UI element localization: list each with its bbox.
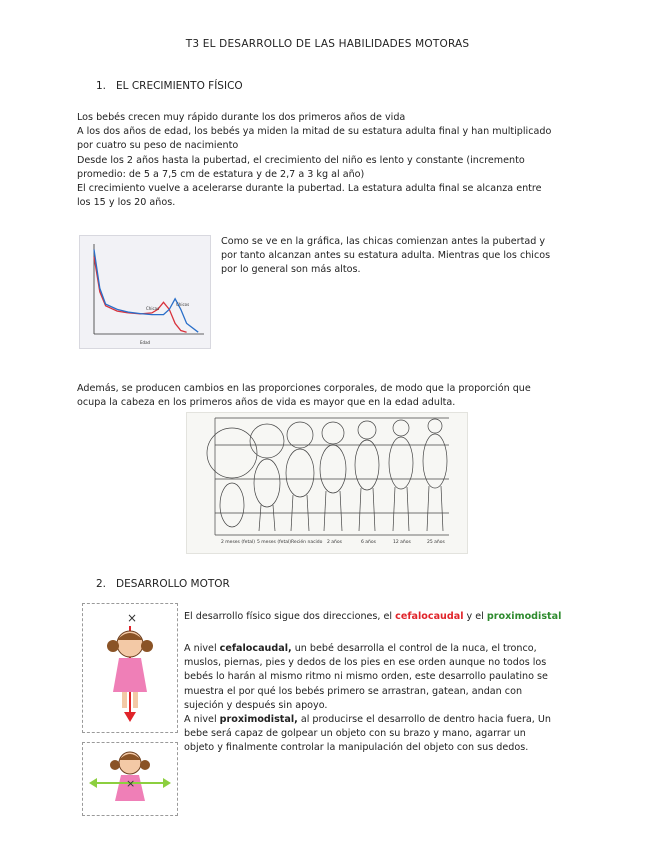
term-cefalocaudal: cefalocaudal	[395, 611, 464, 622]
figure-25y	[423, 419, 447, 531]
text-line: A nivel cefalocaudal, un bebé desarrolla el control de la nuca, el tronco,	[184, 643, 537, 654]
annotation-girls: Chicas	[146, 306, 160, 311]
figure-label: 25 años	[427, 540, 445, 545]
text-line: objeto y finalmente controlar la manipulación del objeto con sus dedos.	[184, 742, 529, 754]
girl-vertical-svg	[83, 604, 177, 732]
section1-heading: EL CRECIMIENTO FÍSICO	[116, 80, 243, 92]
term-proximodistal: proximodistal	[486, 611, 562, 622]
series-line-chicas	[94, 257, 190, 333]
text-line: Los bebés crecen muy rápido durante los dos primeros años de vida	[77, 112, 406, 123]
proximodistal-illustration	[82, 742, 178, 816]
figure-label: 2 meses (fetal)	[221, 540, 255, 545]
text-line: muestra el por qué los bebés primero se arrastran, gatean, andan con	[184, 685, 523, 697]
text-line: ocupa la cabeza en los primeros años de vida es mayor que en la edad adulta.	[77, 397, 456, 409]
text-line: bebés lo harán al mismo ritmo ni mismo orden, este desarrollo paulatino se	[184, 671, 548, 683]
section1-number: 1.	[96, 80, 107, 92]
text-line: bebe será capaz de golpear un objeto con su brazo y mano, agarrar un	[184, 728, 526, 740]
girl-dress-icon	[113, 658, 147, 692]
growth-chart-svg	[80, 236, 210, 348]
growth-chart	[79, 235, 211, 349]
cefalocaudal-illustration	[82, 603, 178, 733]
figure-label: 5 meses (fetal)	[257, 540, 291, 545]
text-line: los 15 y los 20 años.	[77, 197, 176, 209]
text-line: A nivel proximodistal, al producirse el desarrollo de dentro hacia fuera, Un	[184, 714, 551, 726]
proportions-text	[77, 382, 597, 410]
series-line-chicos	[94, 250, 198, 333]
figure-2y	[320, 422, 346, 531]
text-line: El desarrollo físico sigue dos direcciones, el cefalocaudal y el proximodistal	[184, 611, 562, 622]
body-proportions-svg	[187, 413, 467, 553]
annotation-boys: Chicos	[176, 302, 190, 307]
text-line: Desde los 2 años hasta la pubertad, el crecimiento del niño es lento y constante (incremento	[77, 154, 525, 166]
figure-6y	[355, 421, 379, 531]
text-line: por tanto alcanzan antes su estatura adulta. Mientras que los chicos	[221, 250, 551, 262]
figure-fetal-2m	[207, 428, 257, 527]
section2-number: 2.	[96, 578, 107, 590]
cross-mark-icon: ×	[127, 611, 138, 625]
figure-label: 2 años	[327, 540, 343, 545]
figure-label: 12 años	[393, 540, 411, 545]
text-line: por lo general son más altos.	[221, 264, 361, 276]
text-line: El crecimiento vuelve a acelerarse durante la pubertad. La estatura adulta final se alcanza entre	[77, 183, 542, 195]
text-line: Como se ve en la gráfica, las chicas comienzan antes la pubertad y	[221, 236, 546, 247]
body-proportions-figure	[186, 412, 468, 554]
section2-heading: DESARROLLO MOTOR	[116, 578, 230, 590]
cefalocaudal-paragraph	[184, 642, 584, 756]
x-axis-label: Edad	[140, 340, 151, 345]
section2-intro	[184, 610, 584, 624]
chart-caption	[221, 235, 601, 278]
figure-12y	[389, 420, 413, 531]
figure-fetal-5m	[250, 424, 284, 531]
figure-newborn	[286, 422, 314, 531]
text-line: por cuatro su peso de nacimiento	[77, 140, 239, 152]
section1-body	[77, 111, 597, 210]
figure-label: 6 años	[361, 540, 377, 545]
document-title: T3 EL DESARROLLO DE LAS HABILIDADES MOTORAS	[185, 38, 470, 50]
figure-label: Recién nacido	[291, 540, 323, 545]
text-line: Además, se producen cambios en las proporciones corporales, de modo que la proporción que	[77, 383, 531, 394]
girl-horizontal-svg	[83, 743, 177, 815]
cross-mark-icon: ×	[126, 777, 136, 790]
text-line: sujeción y después sin apoyo.	[184, 699, 328, 711]
text-line: muslos, piernas, pies y dedos de los pies en ese orden aunque no todos los	[184, 657, 547, 669]
text-line: promedio: de 5 a 7,5 cm de estatura y de 2,7 a 3 kg al año)	[77, 168, 365, 180]
text-line: A los dos años de edad, los bebés ya miden la mitad de su estatura adulta final y han multiplicado	[77, 126, 552, 138]
